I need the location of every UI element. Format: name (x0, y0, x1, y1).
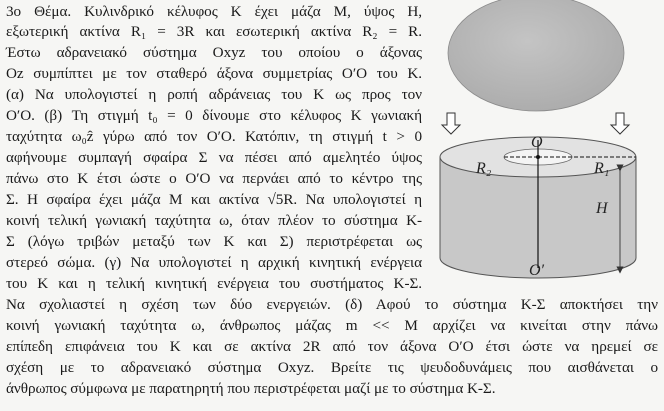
text-line-17: επίπεδη επιφάνεια του Κ και σε ακτίνα 2R από τον άξονα O′O έτσι ώστε να ηρεμεί σε (6, 338, 658, 355)
text-line-1: 3ο Θέμα. Κυλινδρικό κέλυφος Κ έχει μάζα Μ, ύψος Η, (6, 3, 422, 20)
fall-arrow-left (442, 113, 460, 134)
text-line-6: O′O. (β) Τη στιγμή t₀ = 0 δίνουμε στο κέλυφος Κ γωνιακή (6, 107, 422, 124)
text-line-14: του Κ και η τελική κινητική ενέργεια του συστήματος Κ-Σ. (6, 275, 422, 292)
text-line-2: εξωτερική ακτίνα R₁ = 3R και εσωτερική ακτίνα R₂ = R. (6, 23, 422, 40)
text-line-4: Oz συμπίπτει με τον σταθερό άξονα συμμετρίας O′O του Κ. (6, 65, 422, 82)
sphere (448, 0, 624, 111)
fall-arrow-right (611, 113, 629, 134)
cylinder-sphere-figure (428, 0, 664, 290)
text-line-11: κοινή τελική γωνιακή ταχύτητα ω, όταν πλέον το σύστημα Κ- (6, 212, 422, 229)
label-h: H (596, 200, 608, 217)
text-line-5: (α) Να υπολογιστεί η ροπή αδράνειας του Κ ως προς τον (6, 86, 422, 103)
label-o: O (531, 134, 543, 151)
text-line-19: άνθρωπος σύμφωνα με παρατηρητή που περιστρέφεται μαζί με το σύστημα Κ-Σ. (6, 380, 496, 397)
label-r1: R₁ (594, 160, 610, 177)
text-line-8: αφήνουμε συμπαγή σφαίρα Σ να πέσει από αμελητέο ύψος (6, 149, 422, 166)
figure-drawing (428, 0, 664, 290)
text-line-15: Να σχολιαστεί η σχέση των δύο ενεργειών. (δ) Αφού το σύστημα Κ-Σ αποκτήσει την (6, 296, 658, 313)
text-line-18: σχέση με το αδρανειακό σύστημα Oxyz. Βρείτε τις ψευδοδυνάμεις που αισθάνεται ο (6, 359, 658, 376)
text-line-13: στερεό σώμα. (γ) Να υπολογιστεί η αρχική κινητική ενέργεια (6, 254, 422, 271)
text-line-9: πάνω στο Κ έτσι ώστε ο O′O να περνάει από το κέντρο της (6, 170, 422, 187)
text-line-7: ταχύτητα ω₀ẑ γύρω από τον O′O. Κατόπιν, τη στιγμή t > 0 (6, 128, 422, 145)
text-line-12: Σ (λόγω τριβών μεταξύ των Κ και Σ) περιστρέφεται ως (6, 233, 422, 250)
text-line-10: Σ. Η σφαίρα έχει μάζα Μ και ακτίνα √5R. Να υπολογιστεί η (6, 191, 422, 208)
label-o-prime: O′ (529, 262, 545, 279)
text-line-3: Έστω αδρανειακό σύστημα Oxyz του οποίου ο άξονας (6, 44, 422, 61)
label-r2: R₂ (476, 160, 492, 177)
text-line-16: κοινή γωνιακή ταχύτητα ω, άνθρωπος μάζας m << M αρχίζει να κινείται στην πάνω (6, 317, 658, 334)
